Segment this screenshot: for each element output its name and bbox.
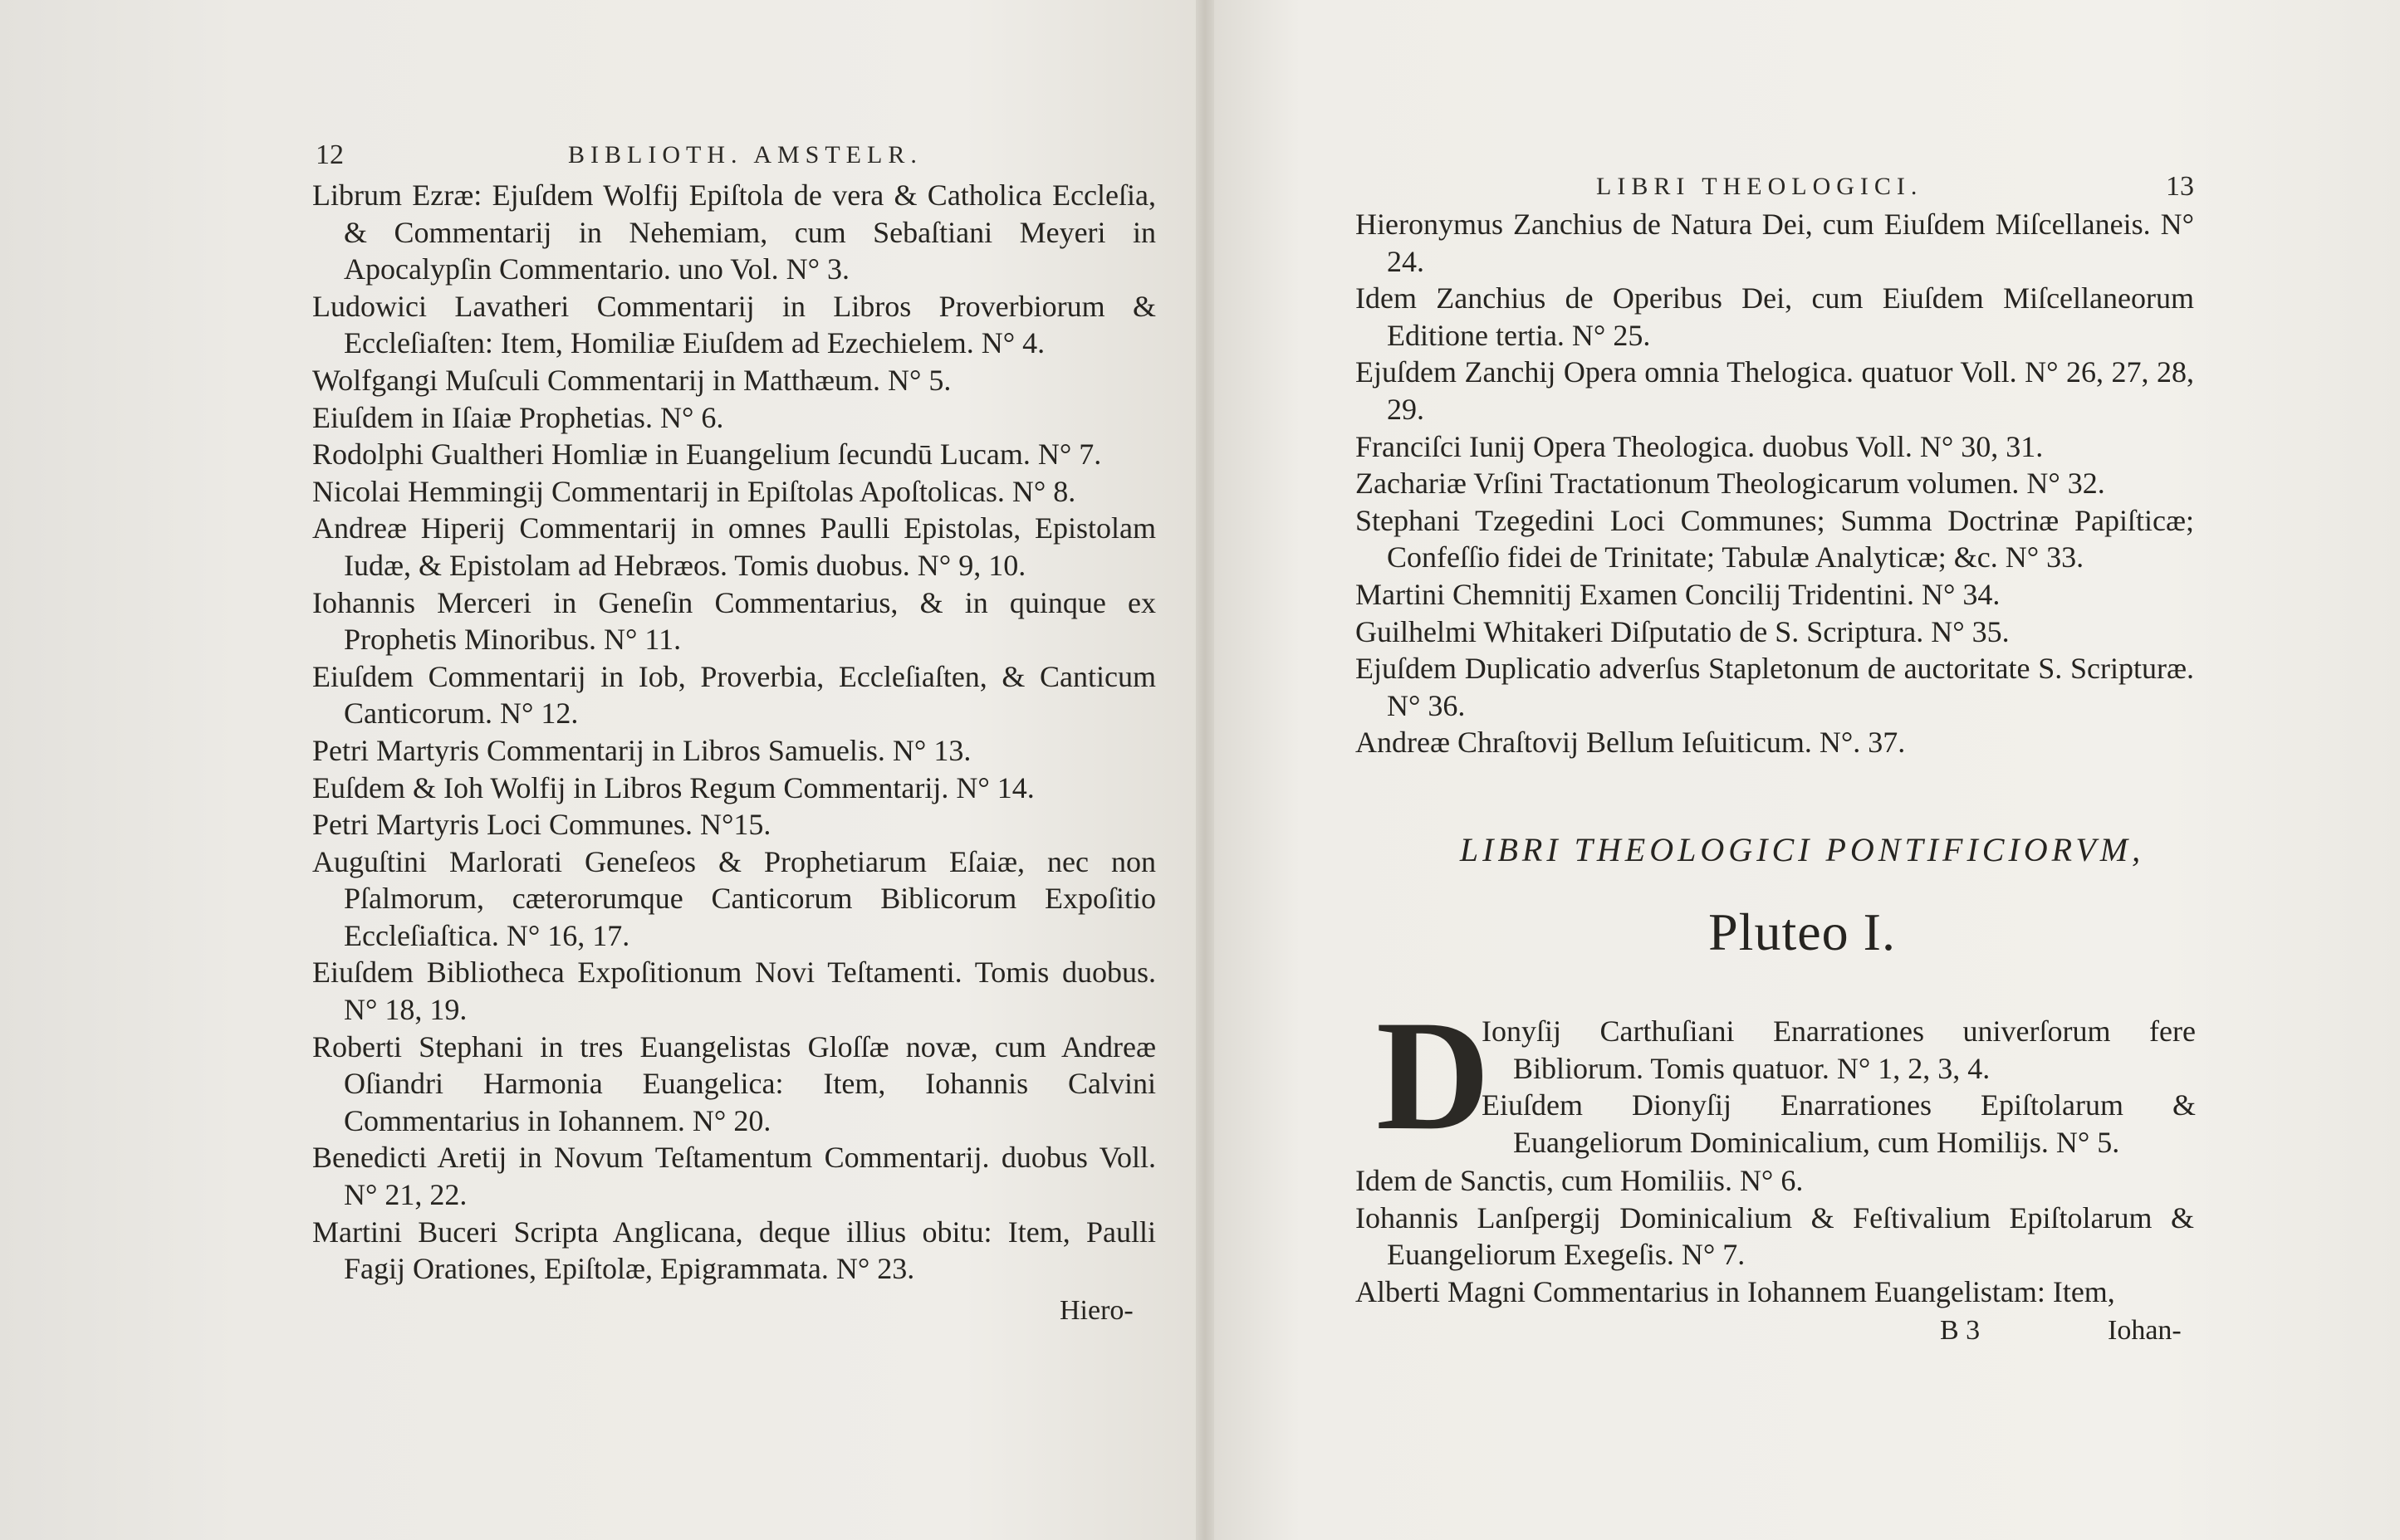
shelf-heading: Pluteo I. (1708, 902, 1896, 961)
left-page-number: 12 (316, 139, 344, 170)
catalog-entry: Librum Ezræ: Ejuſdem Wolfij Epiſtola de vera & Catholica Eccleſia, & Commentarij in Nehemiam, cum Sebaſtiani Meyeri in Apocalypſin Commentario. uno Vol. N° 3. (312, 178, 1156, 286)
right-entry-list (1355, 206, 2194, 761)
catalog-entry: Petri Martyris Loci Communes. N°15. (312, 808, 771, 842)
catalog-entry: Petri Martyris Commentarij in Libros Samuelis. N° 13. (312, 733, 972, 767)
catalog-entry: Eiuſdem Dionyſij Enarrationes Epiſtolarum & Euangeliorum Dominicalium, cum Homilijs. N° 5. (1482, 1088, 2196, 1159)
catalog-entry: Martini Chemnitij Examen Concilij Tridentini. N° 34. (1355, 577, 2001, 611)
catalog-entry: Ejuſdem Zanchij Opera omnia Thelogica. quatuor Voll. N° 26, 27, 28, 29. (1355, 355, 2194, 426)
left-running-head: BIBLIOTH. AMSTELR. (568, 141, 923, 169)
left-catchword: Hiero- (1060, 1295, 1134, 1326)
right-running-head: LIBRI THEOLOGICI. (1596, 173, 1923, 200)
catalog-entry: Roberti Stephani in tres Euangelistas Gloſſæ novæ, cum Andreæ Oſiandri Harmonia Euangelica: Item, Iohannis Calvini Commentarius in Iohannem. N° 20. (312, 1029, 1156, 1137)
catalog-entry: Rodolphi Gualtheri Homliæ in Euangelium ſecundū Lucam. N° 7. (312, 438, 1102, 472)
catalog-entry: Eiuſdem in Iſaiæ Prophetias. N° 6. (312, 400, 724, 434)
catalog-entry: Eiuſdem Commentarij in Iob, Proverbia, Eccleſiaſten, & Canticum Canticorum. N° 12. (312, 659, 1156, 731)
catalog-entry: Ejuſdem Duplicatio adverſus Stapletonum de auctoritate S. Scripturæ. N° 36. (1355, 652, 2194, 722)
drop-cap-entries (1482, 1013, 2196, 1161)
catalog-entry: Benedicti Aretij in Novum Teſtamentum Commentarij. duobus Voll. N° 21, 22. (312, 1141, 1156, 1212)
right-catchword: Iohan- (2108, 1315, 2182, 1346)
catalog-entry: Ionyſij Carthuſiani Enarrationes univerſorum fere Bibliorum. Tomis quatuor. N° 1, 2, 3, 4. (1482, 1014, 2196, 1085)
catalog-entry: Iohannis Lanſpergij Dominicalium & Feſtivalium Epiſtolarum & Euangeliorum Exegeſis. N° 7. (1355, 1200, 2194, 1272)
catalog-entry: Eiuſdem Bibliotheca Expoſitionum Novi Teſtamenti. Tomis duobus. N° 18, 19. (312, 956, 1156, 1027)
catalog-entry: Iohannis Merceri in Geneſin Commentarius, & in quinque ex Prophetis Minoribus. N° 11. (312, 585, 1156, 657)
catalog-entry: Idem de Sanctis, cum Homiliis. N° 6. (1355, 1164, 1804, 1197)
catalog-entry: Zachariæ Vrſini Tractationum Theologicarum volumen. N° 32. (1355, 467, 2105, 501)
catalog-entry: Wolfgangi Muſculi Commentarij in Matthæum. N° 5. (312, 363, 952, 397)
catalog-entry: Andreæ Chraſtovij Bellum Ieſuiticum. N°. 37. (1355, 726, 1906, 760)
left-entry-list (312, 177, 1156, 1288)
catalog-entry: Auguſtini Marlorati Geneſeos & Prophetiarum Eſaiæ, nec non Pſalmorum, cæterorumque Canticorum Biblicorum Expoſitio Eccleſiaſtica. N° 16, 17. (312, 844, 1156, 952)
catalog-entry: Alberti Magni Commentarius in Iohannem Euangelistam: Item, (1355, 1274, 2115, 1308)
section-heading: LIBRI THEOLOGICI PONTIFICIORVM, (1459, 831, 2145, 868)
catalog-entry: Franciſci Iunij Opera Theologica. duobus Voll. N° 30, 31. (1355, 429, 2044, 463)
catalog-entry: Nicolai Hemmingij Commentarij in Epiſtolas Apoſtolicas. N° 8. (312, 474, 1076, 508)
right-page-number: 13 (2166, 171, 2194, 202)
signature-mark: B 3 (1940, 1315, 1981, 1346)
catalog-entry: Guilhelmi Whitakeri Diſputatio de S. Scriptura. N° 35. (1355, 614, 2010, 648)
catalog-entry: Hieronymus Zanchius de Natura Dei, cum Eiuſdem Miſcellaneis. N° 24. (1355, 208, 2194, 278)
catalog-entry: Stephani Tzegedini Loci Communes; Summa Doctrinæ Papiſticæ; Confeſſio fidei de Trinitate; Tabulæ Analyticæ; &c. N° 33. (1355, 503, 2194, 574)
book-gutter (1196, 0, 1214, 1540)
drop-cap: D (1376, 989, 1491, 1163)
catalog-entry: Euſdem & Ioh Wolfij in Libros Regum Commentarij. N° 14. (312, 770, 1035, 804)
right-entry-list-continued (1355, 1162, 2194, 1310)
catalog-entry: Idem Zanchius de Operibus Dei, cum Eiuſdem Miſcellaneorum Editione tertia. N° 25. (1355, 281, 2194, 352)
catalog-entry: Martini Buceri Scripta Anglicana, deque illius obitu: Item, Paulli Fagij Orationes, Epiſtolæ, Epigrammata. N° 23. (312, 1215, 1156, 1286)
catalog-entry: Ludowici Lavatheri Commentarij in Libros Proverbiorum & Eccleſiaſten: Item, Homiliæ Eiuſdem ad Ezechielem. N° 4. (312, 289, 1156, 360)
catalog-entry: Andreæ Hiperij Commentarij in omnes Paulli Epistolas, Epistolam Iudæ, & Epistolam ad Hebræos. Tomis duobus. N° 9, 10. (312, 511, 1156, 582)
